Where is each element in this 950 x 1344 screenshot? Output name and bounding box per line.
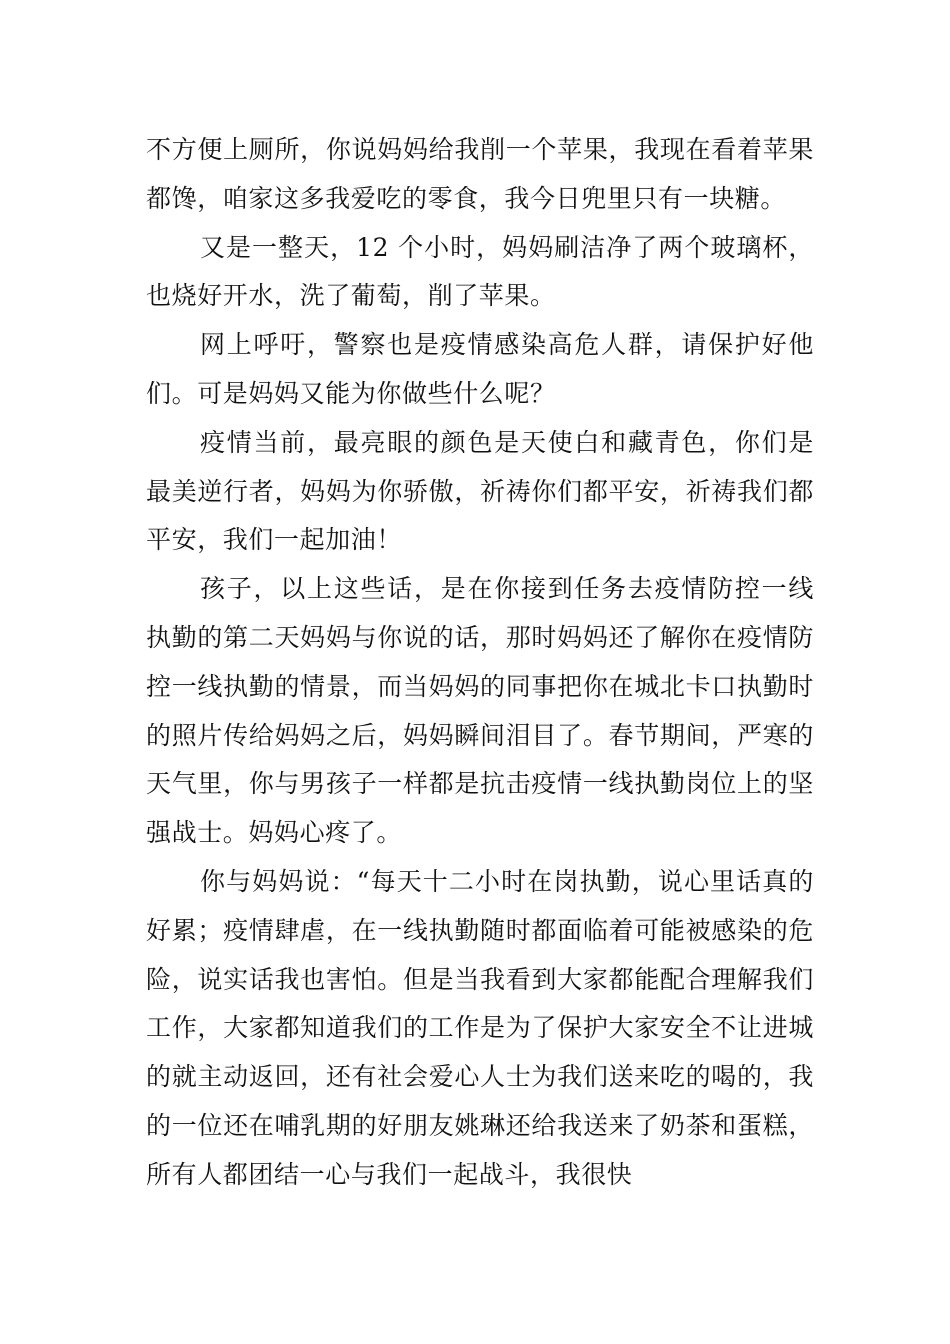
document-body <box>146 126 814 1200</box>
paragraph: 孩子，以上这些话，是在你接到任务去疫情防控一线执勤的第二天妈妈与你说的话，那时妈妈还了解你在疫情防控一线执勤的情景，而当妈妈的同事把你在城北卡口执勤时的照片传给妈妈之后，妈妈瞬间泪目了。春节期间，严寒的天气里，你与男孩子一样都是抗击疫情一线执勤岗位上的坚强战士。妈妈心疼了。 <box>146 574 814 848</box>
paragraph: 你与妈妈说：“每天十二小时在岗执勤，说心里话真的好累；疫情肆虐，在一线执勤随时都面临着可能被感染的危险，说实话我也害怕。但是当我看到大家都能配合理解我们工作，大家都知道我们的工作是为了保护大家安全不让进城的就主动返回，还有社会爱心人士为我们送来吃的喝的，我的一位还在哺乳期的好朋友姚琳还给我送来了奶茶和蛋糕，所有人都团结一心与我们一起战斗，我很快 <box>146 866 814 1189</box>
paragraph: 网上呼吁，警察也是疫情感染高危人群，请保护好他们。可是妈妈又能为你做些什么呢？ <box>146 330 814 408</box>
paragraph: 疫情当前，最亮眼的颜色是天使白和藏青色，你们是最美逆行者，妈妈为你骄傲，祈祷你们都平安，祈祷我们都平安，我们一起加油！ <box>146 427 814 555</box>
paragraph: 又是一整天，12 个小时，妈妈刷洁净了两个玻璃杯，也烧好开水，洗了葡萄，削了苹果。 <box>146 232 814 311</box>
paragraph: 不方便上厕所，你说妈妈给我削一个苹果，我现在看着苹果都馋，咱家这多我爱吃的零食，我今日兜里只有一块糖。 <box>146 135 814 213</box>
